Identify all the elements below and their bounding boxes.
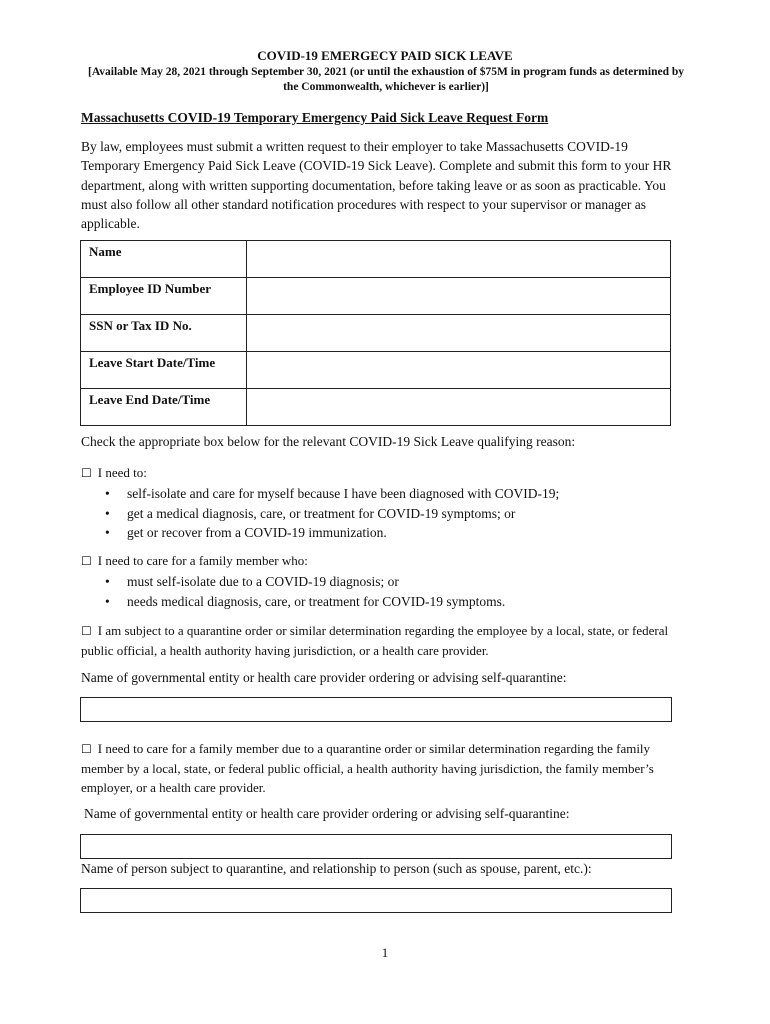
bullet-icon: • xyxy=(105,505,110,521)
form-heading: Massachusetts COVID-19 Temporary Emergency Paid Sick Leave Request Form xyxy=(81,110,549,125)
list-item: • get a medical diagnosis, care, or treatment for COVID-19 symptoms; or xyxy=(81,504,559,524)
table-row xyxy=(81,241,671,278)
reason-self xyxy=(81,464,559,543)
table-row xyxy=(81,315,671,352)
entity-prompt-1: Name of governmental entity or health care provider ordering or advising self-quarantine: xyxy=(81,670,567,685)
bullet-icon: • xyxy=(105,574,110,589)
reason-instructions: Check the appropriate box below for the relevant COVID-19 Sick Leave qualifying reason: xyxy=(81,434,576,449)
field-input-leave-end[interactable] xyxy=(247,389,671,426)
intro-paragraph: By law, employees must submit a written request to their employer to take Massachusetts COVID-19 Temporary Emergency Paid Sick Leave (COVID-19 Sick Leave). Complete and submit this form to your HR department, along with written supporting documentation, before taking leave or as soon as practicable. You must also follow all other standard notification procedures with respect to your supervisor or manager as applicable. xyxy=(81,139,672,232)
table-row xyxy=(81,352,671,389)
checkbox-quarantine-self[interactable]: ☐ xyxy=(81,624,92,638)
entity-name-input-2[interactable] xyxy=(80,834,672,859)
list-item: • get or recover from a COVID-19 immunization. xyxy=(81,523,559,543)
bullet-icon: • xyxy=(105,593,110,609)
field-label-ssn: SSN or Tax ID No. xyxy=(81,315,247,352)
employee-info-table xyxy=(80,240,671,426)
entity-prompt-2: Name of governmental entity or health care provider ordering or advising self-quarantine: xyxy=(84,806,570,821)
field-label-employee-id: Employee ID Number xyxy=(81,278,247,315)
entity-name-input-1[interactable] xyxy=(80,697,672,722)
list-item: • self-isolate and care for myself because I have been diagnosed with COVID-19; xyxy=(81,484,559,504)
table-row xyxy=(81,278,671,315)
bullet-icon: • xyxy=(105,486,110,501)
table-row xyxy=(81,389,671,426)
list-item: • must self-isolate due to a COVID-19 diagnosis; or xyxy=(81,572,505,592)
reason-self-list xyxy=(81,484,559,543)
availability-note: [Available May 28, 2021 through September 30, 2021 (or until the exhaustion of $75M in program funds as determined by the Commonwealth, whichever is earlier)] xyxy=(88,66,684,93)
reason-self-label: I need to: xyxy=(97,465,147,480)
checkbox-family[interactable]: ☐ xyxy=(81,554,92,568)
person-name-input[interactable] xyxy=(80,888,672,913)
person-prompt: Name of person subject to quarantine, and relationship to person (such as spouse, parent, etc.): xyxy=(81,861,592,876)
page-number: 1 xyxy=(381,945,389,960)
reason-quarantine-family xyxy=(81,739,676,797)
checkbox-self[interactable]: ☐ xyxy=(81,466,92,480)
field-input-leave-start[interactable] xyxy=(247,352,671,389)
checkbox-quarantine-family[interactable]: ☐ xyxy=(81,742,92,756)
field-label-name: Name xyxy=(81,241,247,278)
field-label-leave-end: Leave End Date/Time xyxy=(81,389,247,426)
field-input-employee-id[interactable] xyxy=(247,278,671,315)
reason-quarantine-family-text: I need to care for a family member due to a quarantine order or similar determination regarding the family member by a local, state, or federal public official, a health authority having jurisdiction, the family member’s employer, or a health care provider. xyxy=(81,741,654,795)
field-label-leave-start: Leave Start Date/Time xyxy=(81,352,247,389)
field-input-ssn[interactable] xyxy=(247,315,671,352)
reason-family-label: I need to care for a family member who: xyxy=(97,553,308,568)
bullet-icon: • xyxy=(105,525,110,540)
document-title: COVID-19 EMERGECY PAID SICK LEAVE xyxy=(257,48,513,63)
reason-family xyxy=(81,552,505,611)
reason-quarantine-self-text: I am subject to a quarantine order or similar determination regarding the employee by a local, state, or federal public official, a health authority having jurisdiction, or a health care provider. xyxy=(81,623,669,658)
field-input-name[interactable] xyxy=(247,241,671,278)
reason-quarantine-self xyxy=(81,621,676,660)
reason-family-list xyxy=(81,572,505,611)
list-item: • needs medical diagnosis, care, or treatment for COVID-19 symptoms. xyxy=(81,592,505,612)
